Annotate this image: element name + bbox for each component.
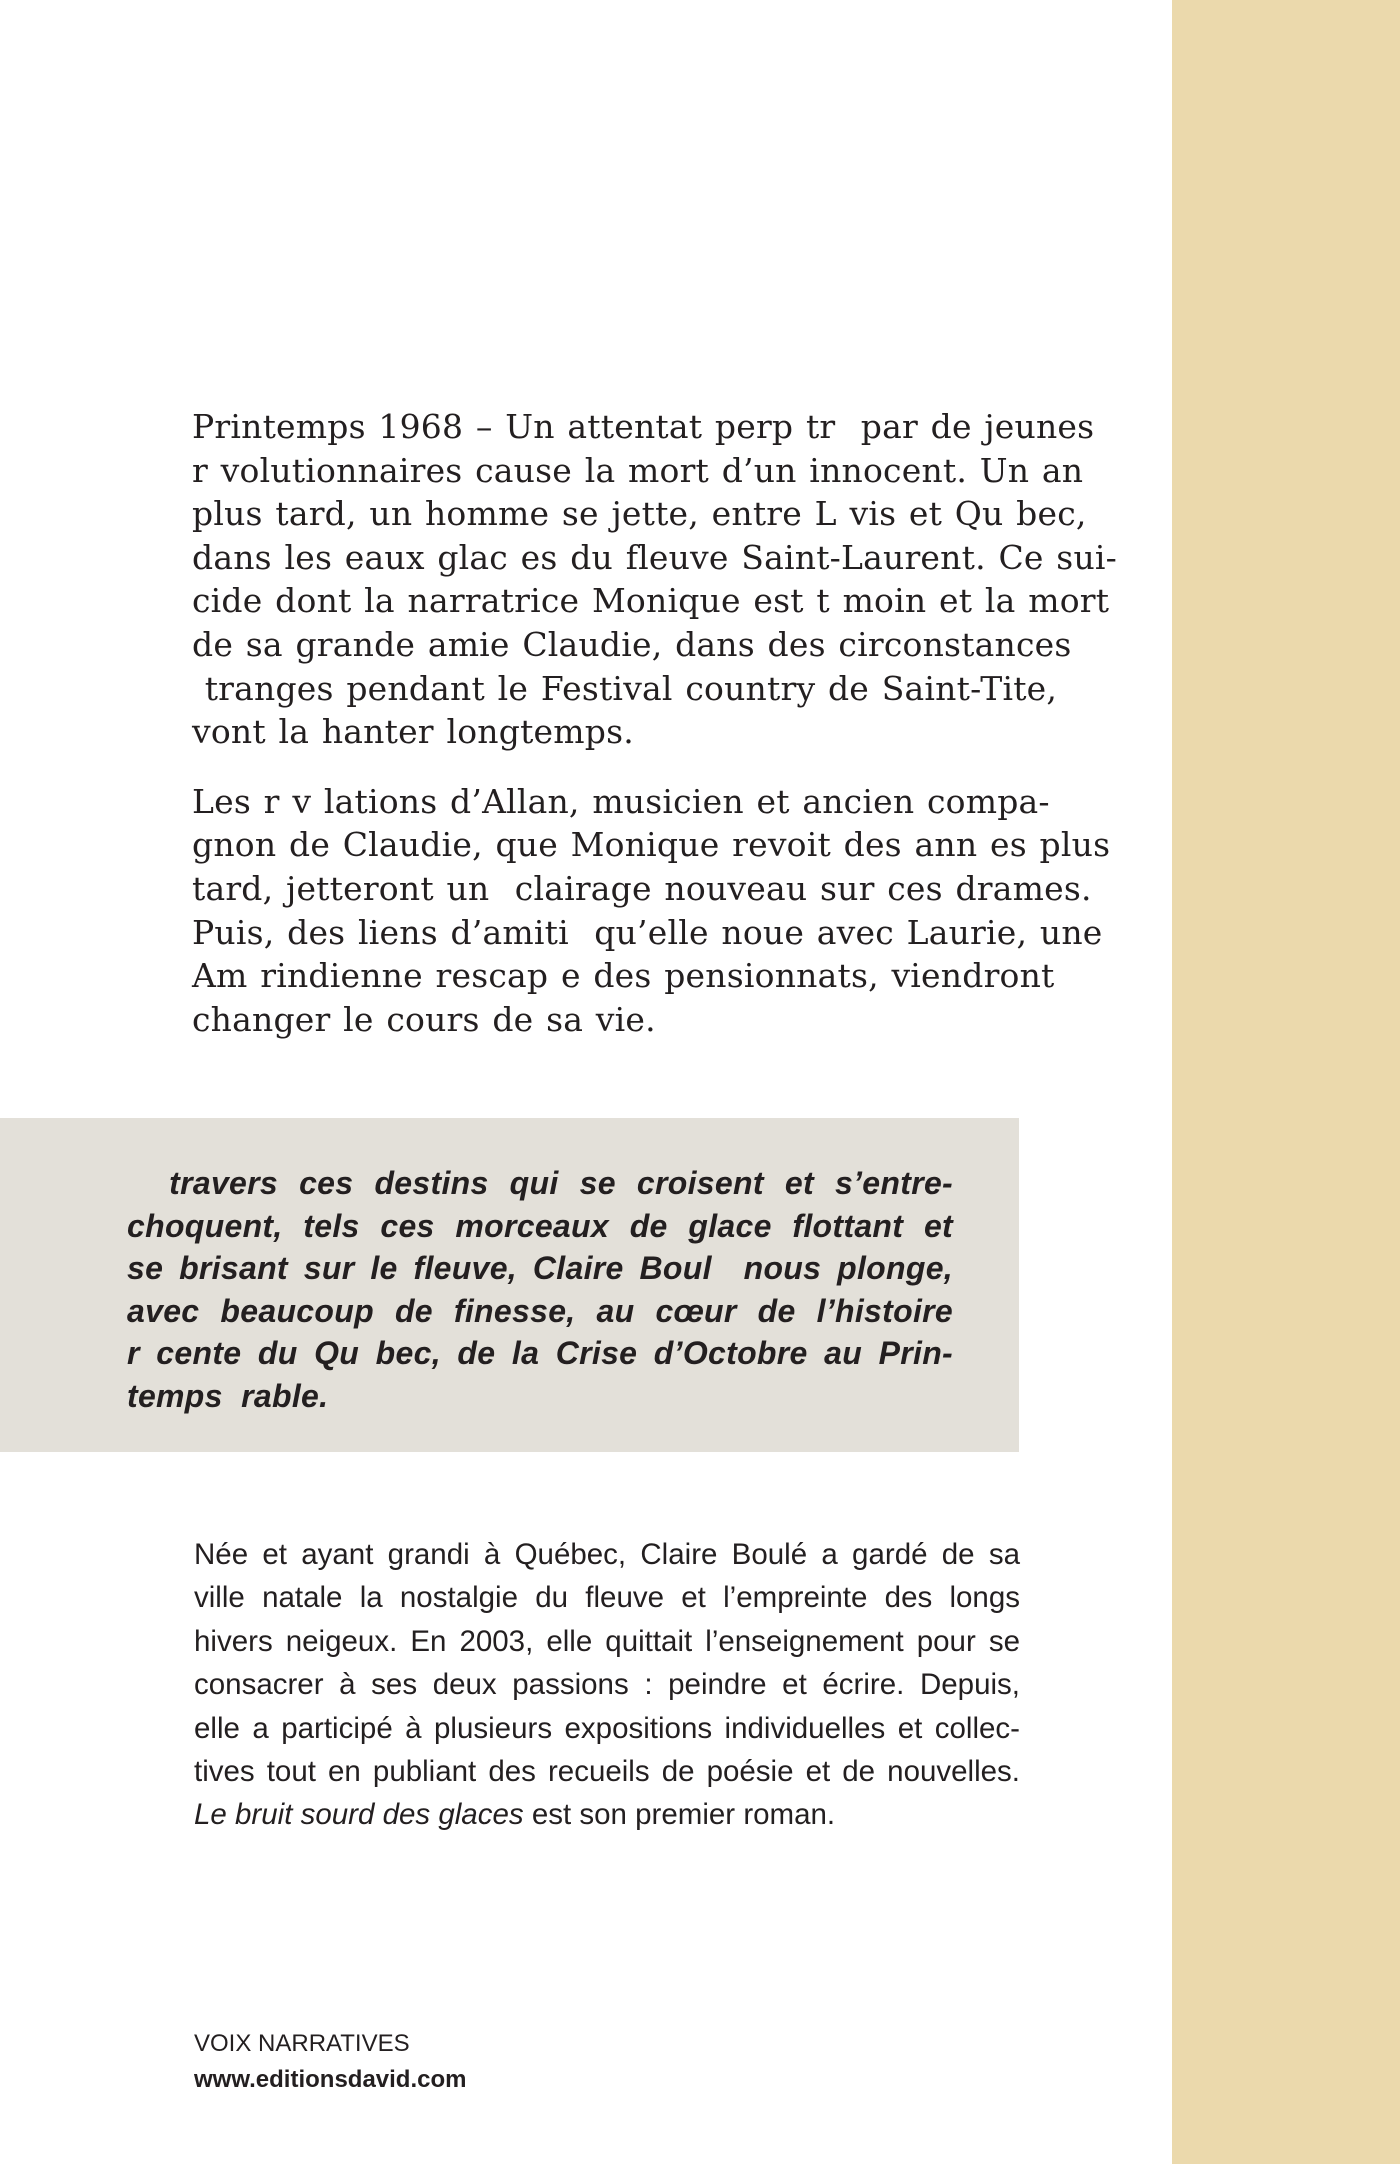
bio-line: elle a participé à plusieurs expositions individuelles et collec- [194, 1711, 1020, 1745]
quote-line: choquent, tels ces morceaux de glace flottant et [127, 1207, 953, 1244]
quote-line: travers ces destins qui se croisent et s’entre- [127, 1165, 953, 1201]
quote-line: temps rable. [127, 1377, 329, 1414]
synopsis-line: dans les eaux glac es du fleuve Saint-Laurent. Ce sui- [192, 537, 1118, 577]
bio-last-line [194, 1793, 1020, 1836]
synopsis-line: Les r v lations d’Allan, musicien et ancien compa- [192, 781, 1050, 821]
synopsis-paragraph-1 [192, 405, 1118, 754]
synopsis-line: Printemps 1968 – Un attentat perp tr par de jeunes [192, 407, 1095, 446]
synopsis-line: cide dont la narratrice Monique est t moin et la mort [192, 581, 1110, 621]
synopsis-line: Am rindienne rescap e des pensionnats, viendront [192, 956, 1055, 996]
author-bio [194, 1533, 1020, 1837]
book-title: Le bruit sourd des glaces [194, 1798, 524, 1832]
synopsis-line: plus tard, un homme se jette, entre L vis et Qu bec, [192, 494, 1087, 534]
pull-quote [127, 1162, 953, 1418]
collection-name: VOIX NARRATIVES [194, 2030, 410, 2057]
synopsis-line: Puis, des liens d’amiti qu’elle noue avec Laurie, une [192, 912, 1103, 952]
synopsis [192, 405, 1118, 1041]
bio-last-line-rest: est son premier roman. [523, 1798, 836, 1832]
synopsis-paragraph-2 [192, 780, 1111, 1042]
synopsis-line: changer le cours de sa vie. [192, 999, 656, 1039]
bio-line: Née et ayant grandi à Québec, Claire Boulé a gardé de sa [194, 1538, 1020, 1571]
bio-line: ville natale la nostalgie du fleuve et l’empreinte des longs [194, 1581, 1020, 1615]
bio-line: hivers neigeux. En 2003, elle quittait l’enseignement pour se [194, 1624, 1020, 1658]
synopsis-line: vont la hanter longtemps. [192, 712, 634, 752]
cover-edge-band [1172, 0, 1400, 2164]
quote-line: r cente du Qu bec, de la Crise d’Octobre au Prin- [127, 1335, 953, 1372]
bio-line: tives tout en publiant des recueils de poésie et de nouvelles. [194, 1755, 1020, 1789]
synopsis-line: gnon de Claudie, que Monique revoit des ann es plus [192, 825, 1111, 865]
quote-line: se brisant sur le fleuve, Claire Boul nous plonge, [127, 1250, 953, 1287]
synopsis-line: tranges pendant le Festival country de Saint-Tite, [192, 668, 1058, 708]
publisher-website: www.editionsdavid.com [194, 2066, 467, 2093]
synopsis-line: tard, jetteront un clairage nouveau sur ces drames. [192, 868, 1092, 908]
bio-line: consacrer à ses deux passions : peindre et écrire. Depuis, [194, 1668, 1020, 1702]
synopsis-line: de sa grande amie Claudie, dans des circonstances [192, 624, 1072, 664]
quote-line: avec beaucoup de finesse, au cœur de l’histoire [127, 1292, 953, 1329]
synopsis-line: r volutionnaires cause la mort d’un innocent. Un an [192, 450, 1084, 490]
publisher-footer [194, 2026, 466, 2098]
